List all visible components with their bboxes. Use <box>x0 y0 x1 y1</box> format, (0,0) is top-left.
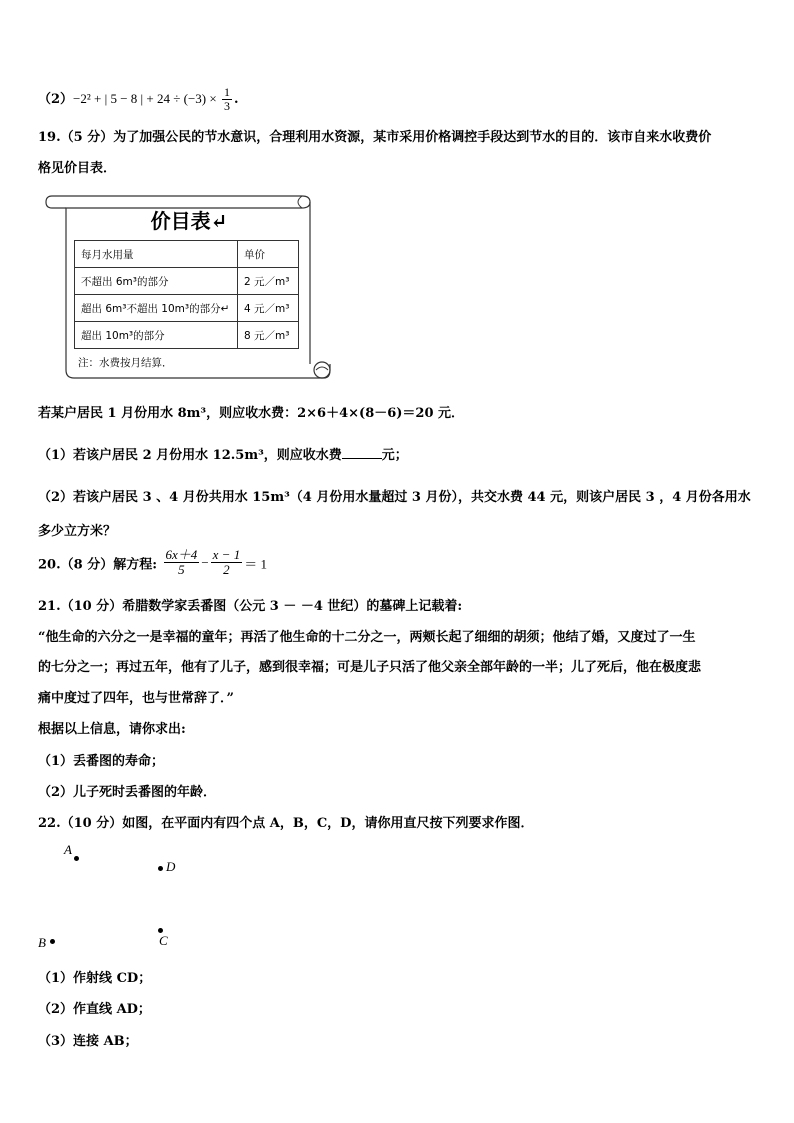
q18-expression: −2² + | 5 − 8 | + 24 ÷ (−3) × <box>73 91 220 107</box>
q18-part2-prefix: （2） <box>38 92 74 108</box>
q19-sub2-line1: （2）若该户居民 3 、4 月份共用水 15m³（4 月份用水量超过 3 月份），共交水费 44 元，则该户居民 3 ，4 月份各用水 <box>38 490 751 505</box>
q19-line1: 19.（5 分）为了加强公民的节水意识，合理利用水资源，某市采用价格调控手段达到节水的目的．该市自来水收费价 <box>38 130 712 145</box>
point-d-label: D <box>166 859 176 874</box>
q21-quote1: “他生命的六分之一是幸福的童年；再活了他生命的十二分之一，两颊长起了细细的胡须；他结了婚，又度过了一生 <box>38 630 696 645</box>
price-table-title: 价目表↵ <box>150 209 228 233</box>
q21-quote3: 痛中度过了四年，也与世常辞了．” <box>38 691 234 706</box>
table-header-price: 单价 <box>238 241 299 268</box>
q20-fraction-1 <box>164 548 200 578</box>
q21-sub1: （1）丢番图的寿命； <box>38 754 165 769</box>
answer-blank <box>342 446 382 459</box>
q19-sub1 <box>38 444 408 463</box>
q22-sub1: （1）作射线 CD； <box>38 971 152 986</box>
q20-frac2-num: x − 1 <box>212 547 241 562</box>
table-cell: 8 元／m³ <box>238 322 299 349</box>
q21-ask: 根据以上信息，请你求出: <box>38 722 186 737</box>
price-table-scroll <box>44 188 334 384</box>
q19-line2: 格见价目表． <box>38 161 117 176</box>
q19-sub2-line2: 多少立方米？ <box>38 524 117 539</box>
table-row <box>75 241 299 268</box>
q21-sub2: （2）儿子死时丢番图的年龄． <box>38 785 217 800</box>
point-d <box>158 866 163 871</box>
q21-quote2: 的七分之一；再过五年，他有了儿子，感到很幸福；可是儿子只活了他父亲全部年龄的一半；儿了死后，他在极度悲 <box>38 660 702 675</box>
q20-frac2-den: 2 <box>223 562 230 578</box>
q18-frac-num: 1 <box>223 85 230 99</box>
q19-sub1-text: （1）若该户居民 2 月份用水 12.5m³，则应收水费 <box>38 448 342 463</box>
q18-part2 <box>38 86 238 113</box>
q19-example: 若某户居民 1 月份用水 8m³，则应收水费：2×6＋4×(8－6)＝20 元． <box>38 406 465 421</box>
q22-line1: 22.（10 分）如图，在平面内有四个点 A，B，C，D，请你用直尺按下列要求作图． <box>38 816 534 831</box>
table-row <box>75 268 299 295</box>
table-cell: 超出 6m³不超出 10m³的部分↵ <box>75 295 238 322</box>
table-header-usage: 每月水用量 <box>75 241 238 268</box>
q20-frac1-den: 5 <box>178 562 185 578</box>
point-b-label: B <box>38 935 46 950</box>
q18-frac-den: 3 <box>223 99 230 114</box>
point-c-label: C <box>159 933 168 948</box>
price-table-note: 注：水费按月结算． <box>78 357 173 369</box>
q20-fraction-2 <box>211 548 243 578</box>
q21-line1: 21.（10 分）希腊数学家丢番图（公元 3 － －4 世纪）的墓碑上记载着: <box>38 599 463 614</box>
q20-frac1-num: 6x＋4 <box>165 547 198 562</box>
q22-sub2: （2）作直线 AD； <box>38 1002 151 1017</box>
table-cell: 4 元／m³ <box>238 295 299 322</box>
q20-minus: − <box>201 554 209 570</box>
point-a <box>74 856 79 861</box>
price-table <box>74 240 299 349</box>
q20-prefix: 20.（8 分）解方程: <box>38 557 157 573</box>
q20 <box>38 548 267 578</box>
q18-expr-end: . <box>233 92 239 108</box>
table-row <box>75 322 299 349</box>
table-cell: 2 元／m³ <box>238 268 299 295</box>
table-cell: 不超出 6m³的部分 <box>75 268 238 295</box>
q18-fraction <box>222 86 232 113</box>
q20-rhs: ＝ 1 <box>244 556 267 572</box>
point-b <box>50 939 55 944</box>
q19-sub1-unit: 元； <box>381 448 408 463</box>
q22-sub3: （3）连接 AB； <box>38 1034 138 1049</box>
table-cell: 超出 10m³的部分 <box>75 322 238 349</box>
table-row <box>75 295 299 322</box>
point-a-label: A <box>64 842 72 857</box>
